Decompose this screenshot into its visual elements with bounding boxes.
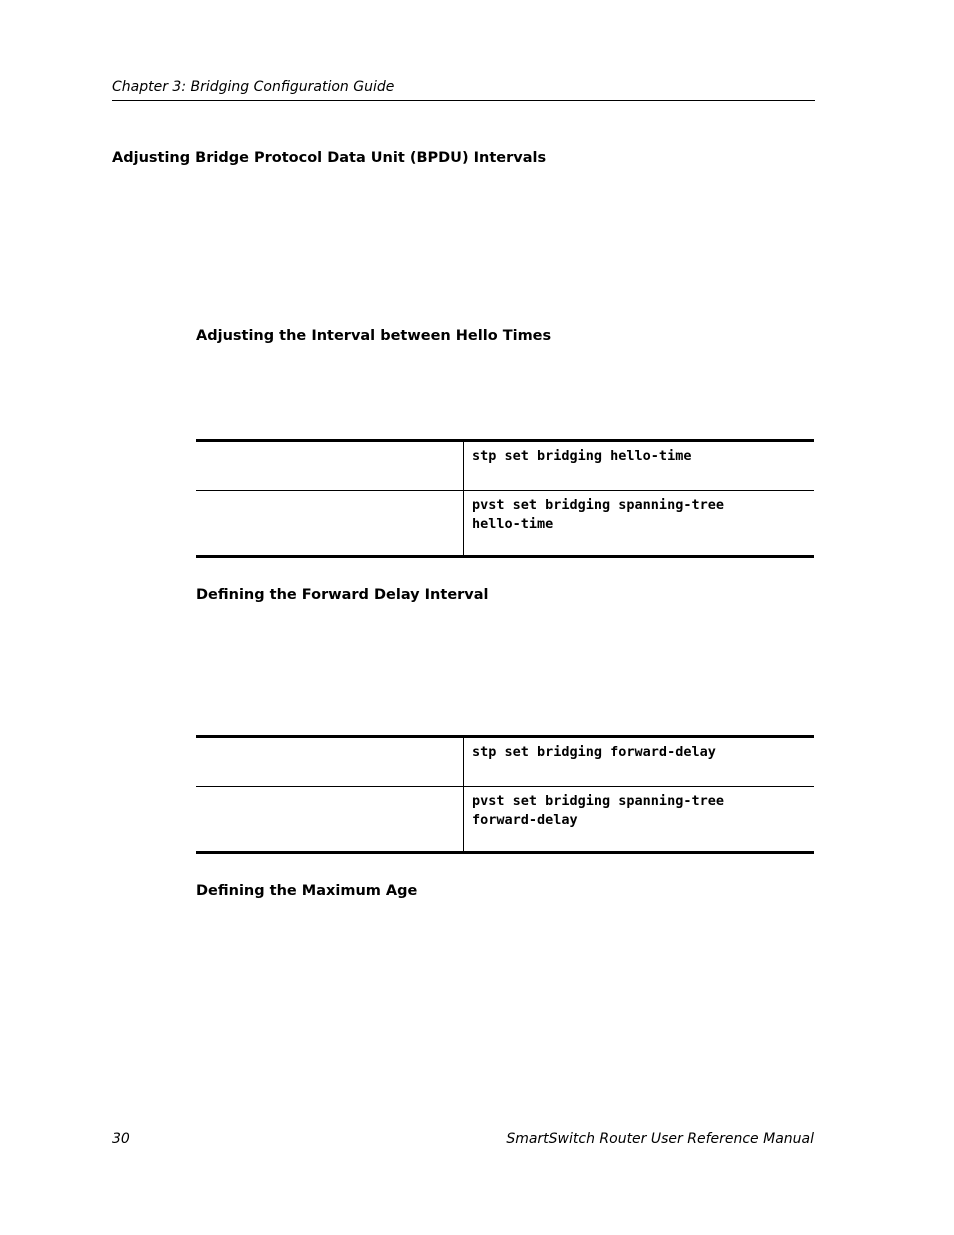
- manual-title: SmartSwitch Router User Reference Manual: [506, 1131, 814, 1147]
- running-header: Chapter 3: Bridging Configuration Guide: [112, 79, 395, 95]
- table-row: [196, 442, 814, 490]
- page-number: 30: [112, 1131, 130, 1147]
- table-cell-command: stp set bridging hello-time: [472, 448, 692, 464]
- table-row: [196, 738, 814, 786]
- table-cell-label: [196, 738, 464, 786]
- table-row: [196, 490, 814, 555]
- table-cell-label: [196, 491, 464, 555]
- table-cell-label: [196, 787, 464, 851]
- header-divider: [112, 100, 815, 101]
- section-heading-maximum-age: Defining the Maximum Age: [196, 883, 418, 899]
- table-cell-label: [196, 442, 464, 490]
- table-row: [196, 786, 814, 851]
- hello-time-command-table: [196, 439, 814, 558]
- table-cell-command: stp set bridging forward-delay: [472, 744, 716, 760]
- section-heading-forward-delay: Defining the Forward Delay Interval: [196, 587, 489, 603]
- section-heading-hello-time: Adjusting the Interval between Hello Times: [196, 328, 552, 344]
- table-cell-command: pvst set bridging spanning-tree hello-time: [472, 497, 724, 532]
- section-heading-bpdu-intervals: Adjusting Bridge Protocol Data Unit (BPDU) Intervals: [112, 150, 547, 166]
- forward-delay-command-table: [196, 735, 814, 854]
- table-cell-command: pvst set bridging spanning-tree forward-delay: [472, 793, 724, 828]
